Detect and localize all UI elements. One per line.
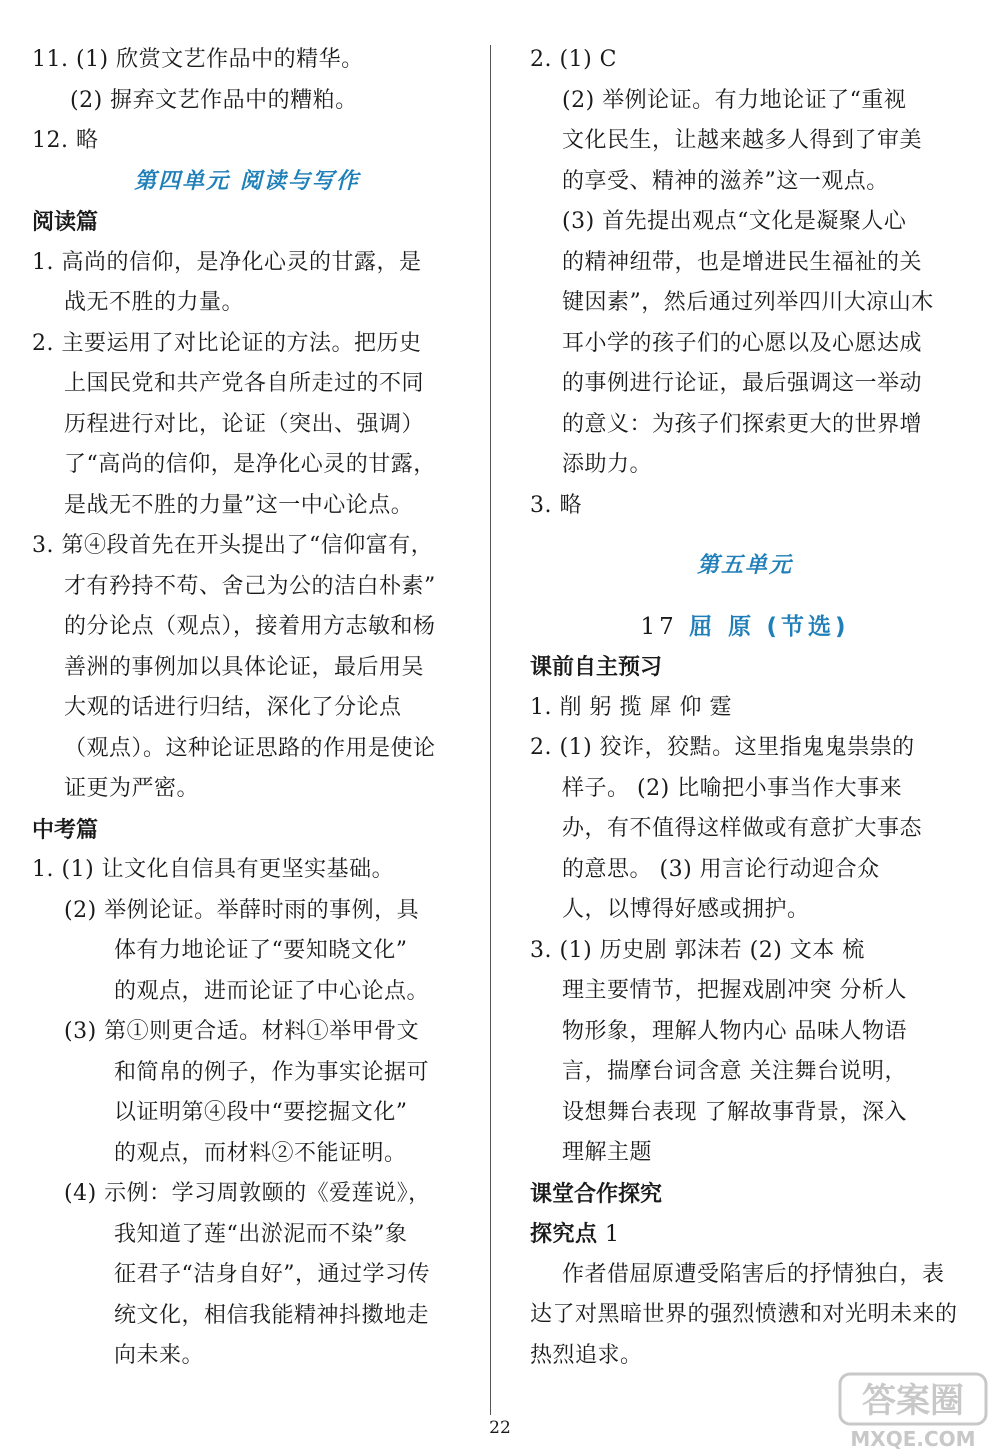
preview-answer-2-cont: 人，以博得好感或拥护。 <box>562 897 810 922</box>
exam-answer-2-3-cont: 的事例进行论证，最后强调这一举动 <box>562 371 923 396</box>
preview-answer-3-cont: 物形象，理解人物内心 品味人物语 <box>562 1018 907 1044</box>
reading-answer-3-cont: 大观的话进行归结，深化了分论点 <box>64 695 402 720</box>
preview-answer-3-cont: 言，揣摩台词含意 关注舞台说明， <box>562 1059 907 1084</box>
exam-answer-2-3-cont: 的意义：为孩子们探索更大的世界增 <box>562 411 923 437</box>
reading-answer-3-cont: （观点）。这种论证思路的作用是使论 <box>64 735 436 761</box>
reading-answer-1-cont: 战无不胜的力量。 <box>64 290 245 315</box>
reading-answer-1: 1. 高尚的信仰，是净化心灵的甘露，是 <box>32 249 422 275</box>
exam-answer-2-3-cont: 的精神纽带，也是增进民生福祉的关 <box>562 249 923 275</box>
column-divider <box>490 45 491 1415</box>
spacer <box>530 587 960 607</box>
class-section-heading: 课堂合作探究 <box>530 1180 663 1207</box>
watermark-logo <box>838 1372 988 1452</box>
reading-answer-3-cont: 才有矜持不苟、舍己为公的洁白朴素” <box>64 573 436 599</box>
reading-answer-3-cont: 的分论点（观点），接着用方志敏和杨 <box>64 614 436 639</box>
explore-point-heading <box>530 1214 960 1255</box>
lesson-title <box>530 607 960 648</box>
exam-answer-1-4-cont: 我知道了莲“出淤泥而不染”象 <box>114 1221 408 1247</box>
exam-answer-1-3: (3) 第①则更合适。材料①举甲骨文 <box>64 1019 420 1044</box>
exam-answer-1-2-cont: 的观点，进而论证了中心论点。 <box>114 978 430 1004</box>
explore-point-label: 探究点 <box>530 1221 598 1247</box>
preview-answer-2-cont: 样子。 (2) 比喻把小事当作大事来 <box>562 775 903 801</box>
explore-answer: 作者借屈原遭受陷害后的抒情独白，表 <box>562 1261 945 1287</box>
right-column <box>530 40 960 1376</box>
answer-11-1: 11. (1) 欣赏文艺作品中的精华。 <box>32 47 364 72</box>
lesson-number: 17 <box>640 613 678 640</box>
exam-answer-1-3-cont: 的观点，而材料②不能证明。 <box>114 1140 407 1166</box>
reading-answer-2-cont: 上国民党和共产党各自所走过的不同 <box>64 371 425 396</box>
exam-section-heading: 中考篇 <box>32 816 99 843</box>
exam-answer-1-4-cont: 统文化，相信我能精神抖擞地走 <box>114 1302 430 1328</box>
reading-answer-2-cont: 历程进行对比，论证（突出、强调） <box>64 411 425 437</box>
preview-answer-2-cont: 的意思。 (3) 用言论行动迎合众 <box>562 856 880 882</box>
exam-answer-2-2-cont: 的享受、精神的滋养”这一观点。 <box>562 168 889 194</box>
answer-11-2: (2) 摒弃文艺作品中的糟粕。 <box>70 87 358 113</box>
exam-answer-1-4-cont: 征君子“洁身自好”，通过学习传 <box>114 1262 430 1287</box>
exam-answer-2-3-cont: 耳小学的孩子们的心愿以及心愿达成 <box>562 330 923 356</box>
preview-answer-3-cont: 理解主题 <box>562 1140 653 1165</box>
explore-answer-cont: 热烈追求。 <box>530 1342 643 1368</box>
reading-answer-2-cont: 了“高尚的信仰，是净化心灵的甘露， <box>64 452 436 477</box>
preview-answer-1: 1. 削 躬 揽 犀 仰 霆 <box>530 694 732 720</box>
exam-answer-1-4: (4) 示例：学习周敦颐的《爱莲说》， <box>64 1181 431 1206</box>
preview-section-heading: 课前自主预习 <box>530 654 663 680</box>
preview-answer-2: 2. (1) 狡诈，狡黠。这里指鬼鬼祟祟的 <box>530 735 915 760</box>
reading-answer-3: 3. 第④段首先在开头提出了“信仰富有， <box>32 533 434 558</box>
watermark-url: MXQE.COM <box>850 1427 976 1451</box>
preview-answer-3-cont: 设想舞台表现 了解故事背景，深入 <box>562 1099 907 1125</box>
preview-answer-2-cont: 办，有不值得这样做或有意扩大事态 <box>562 816 923 841</box>
preview-answer-3: 3. (1) 历史剧 郭沫若 (2) 文本 梳 <box>530 937 865 963</box>
exam-answer-1-3-cont: 和简帛的例子，作为事实论据可 <box>114 1059 430 1085</box>
left-column <box>32 40 462 1377</box>
reading-answer-3-cont: 证更为严密。 <box>64 776 200 801</box>
spacer <box>530 526 960 546</box>
unit-4-title: 第四单元 阅读与写作 <box>134 168 360 194</box>
unit-5-title: 第五单元 <box>696 553 793 578</box>
exam-answer-1-2: (2) 举例论证。举薛时雨的事例，具 <box>64 897 420 923</box>
exam-answer-2-3-cont: 添助力。 <box>562 452 653 477</box>
reading-answer-2: 2. 主要运用了对比论证的方法。把历史 <box>32 330 422 356</box>
exam-answer-2-1: 2. (1) C <box>530 47 617 72</box>
exam-answer-1-3-cont: 以证明第④段中“要挖掘文化” <box>114 1100 408 1125</box>
exam-answer-2-3-cont: 键因素”，然后通过列举四川大凉山木 <box>562 290 934 315</box>
exam-answer-1-2-cont: 体有力地论证了“要知晓文化” <box>114 938 408 963</box>
preview-answer-3-cont: 理主要情节，把握戏剧冲突 分析人 <box>562 978 907 1003</box>
watermark-text: 答案圈 <box>862 1381 964 1421</box>
exam-answer-2-2: (2) 举例论证。有力地论证了“重视 <box>562 87 907 113</box>
lesson-tag: (节选) <box>766 613 850 640</box>
exam-answer-3: 3. 略 <box>530 492 582 518</box>
exam-answer-1-1: 1. (1) 让文化自信具有更坚实基础。 <box>32 857 395 882</box>
exam-answer-1-4-cont: 向未来。 <box>114 1343 205 1368</box>
reading-answer-3-cont: 善洲的事例加以具体论证，最后用吴 <box>64 654 425 680</box>
lesson-name: 屈 原 <box>689 613 756 640</box>
exam-answer-2-2-cont: 文化民生，让越来越多人得到了审美 <box>562 128 923 153</box>
reading-section-heading: 阅读篇 <box>32 209 99 235</box>
page-number: 22 <box>489 1418 511 1438</box>
explore-answer-cont: 达了对黑暗世界的强烈愤懑和对光明未来的 <box>530 1302 958 1327</box>
answer-12: 12. 略 <box>32 128 99 153</box>
reading-answer-2-cont: 是战无不胜的力量”这一中心论点。 <box>64 492 414 518</box>
explore-point-number: 1 <box>605 1222 620 1247</box>
exam-answer-2-3: (3) 首先提出观点“文化是凝聚人心 <box>562 209 907 234</box>
